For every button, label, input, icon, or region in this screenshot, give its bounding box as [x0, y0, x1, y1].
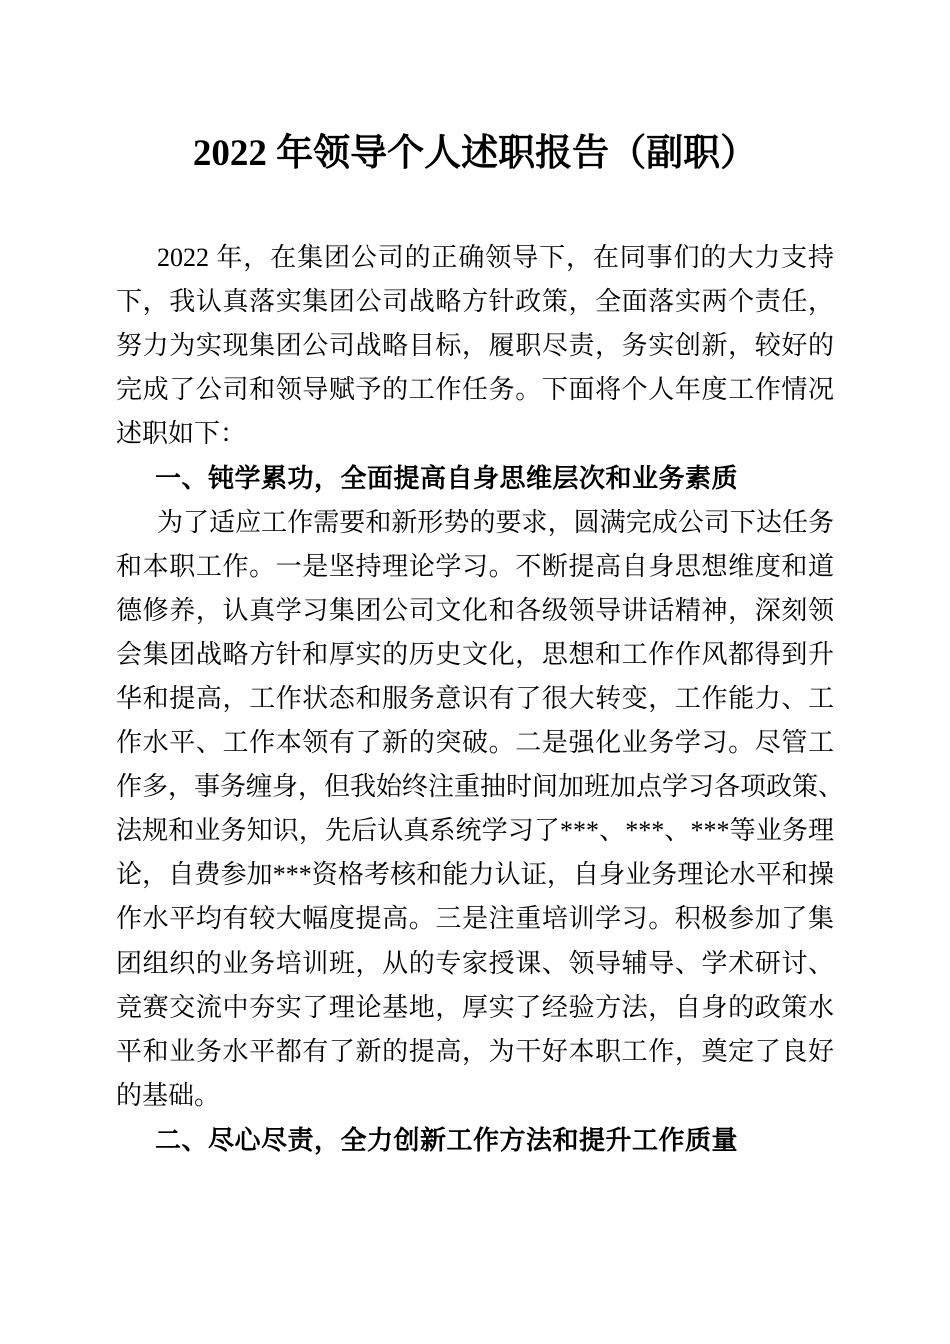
section-1-line-6: 作水平、工作本领有了新的突破。二是强化业务学习。尽管工 [116, 728, 834, 758]
section-1-line-8: 法规和业务知识，先后认真系统学习了***、***、***等业务理 [116, 816, 834, 846]
section-1-line-3: 德修养，认真学习集团公司文化和各级领导讲话精神，深刻领 [116, 595, 834, 625]
section-1-line-2: 和本职工作。一是坚持理论学习。不断提高自身思想维度和道 [116, 551, 834, 581]
section-1-paragraph [116, 501, 845, 1118]
section-1-line-5: 华和提高，工作状态和服务意识有了很大转变，工作能力、工 [116, 683, 834, 713]
intro-paragraph [116, 236, 834, 456]
section-1-line-13: 平和业务水平都有了新的提高，为干好本职工作，奠定了良好 [116, 1036, 834, 1066]
section-1-line-1: 为了适应工作需要和新形势的要求，圆满完成公司下达任务 [157, 507, 834, 537]
section-1-line-9: 论，自费参加***资格考核和能力认证，自身业务理论水平和操 [116, 860, 834, 890]
intro-line-3: 努力为实现集团公司战略目标，履职尽责，务实创新，较好的 [116, 331, 834, 361]
document-content [116, 0, 845, 1162]
intro-line-4: 完成了公司和领导赋予的工作任务。下面将个人年度工作情况 [116, 375, 834, 405]
intro-line-2: 下，我认真落实集团公司战略方针政策，全面落实两个责任， [116, 287, 834, 317]
section-1-line-10: 作水平均有较大幅度提高。三是注重培训学习。积极参加了集 [116, 904, 834, 934]
section-1-heading: 一、钝学累功，全面提高自身思维层次和业务素质 [155, 463, 739, 494]
intro-line-5: 述职如下： [116, 419, 247, 449]
section-2-heading: 二、尽心尽责，全力创新工作方法和提升工作质量 [155, 1124, 739, 1155]
section-1-line-11: 团组织的业务培训班，从的专家授课、领导辅导、学术研讨、 [116, 948, 834, 978]
intro-line-1: 2022 年，在集团公司的正确领导下，在同事们的大力支持 [157, 243, 834, 272]
section-1-line-12: 竞赛交流中夯实了理论基地，厚实了经验方法，自身的政策水 [116, 992, 834, 1022]
section-1-line-4: 会集团战略方针和厚实的历史文化，思想和工作作风都得到升 [116, 639, 834, 669]
section-1-line-7: 作多，事务缠身，但我始终注重抽时间加班加点学习各项政策、 [116, 772, 845, 802]
document-title: 2022 年领导个人述职报告（副职） [192, 133, 758, 174]
section-1-line-14: 的基础。 [116, 1080, 221, 1110]
